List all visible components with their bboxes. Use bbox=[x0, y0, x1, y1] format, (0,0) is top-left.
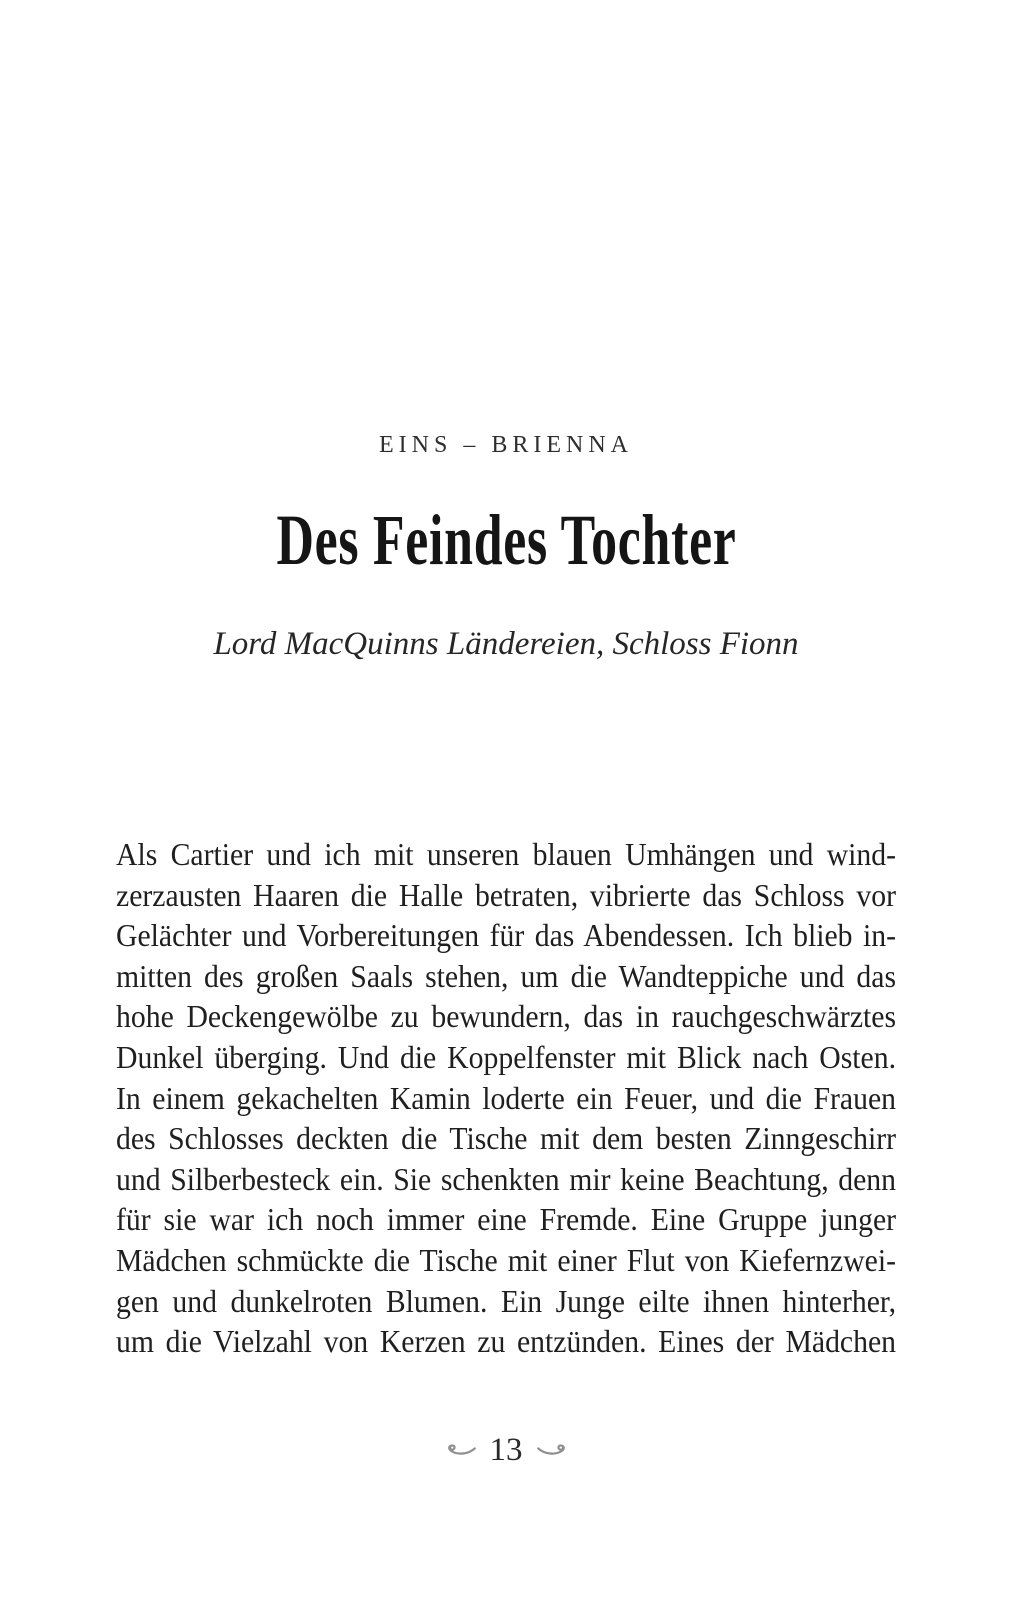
body-line: Gelächter und Vorbereitungen für das Abendessen. Ich blieb in- bbox=[116, 917, 897, 954]
body-paragraph bbox=[116, 834, 896, 1362]
swash-flourish-left-icon bbox=[444, 1443, 476, 1458]
body-line: zerzausten Haaren die Halle betraten, vibrierte das Schloss vor bbox=[116, 876, 897, 913]
body-line: und Silberbesteck ein. Sie schenkten mir keine Beachtung, denn bbox=[116, 1160, 897, 1197]
page-number: 13 bbox=[489, 1432, 523, 1468]
page-footer bbox=[116, 1430, 896, 1470]
body-line: für sie war ich noch immer eine Fremde. Eine Gruppe junger bbox=[116, 1201, 897, 1238]
body-line: des Schlosses deckten die Tische mit dem besten Zinngeschirr bbox=[116, 1120, 897, 1157]
body-line: gen und dunkelroten Blumen. Ein Junge eilte ihnen hinterher, bbox=[116, 1282, 897, 1319]
body-line: Als Cartier und ich mit unseren blauen Umhängen und wind- bbox=[116, 836, 897, 872]
body-line: Mädchen schmückte die Tische mit einer Flut von Kiefernzwei- bbox=[116, 1241, 897, 1278]
body-line: um die Vielzahl von Kerzen zu entzünden. Eines der Mädchen bbox=[116, 1323, 897, 1360]
body-line: In einem gekachelten Kamin loderte ein Feuer, und die Frauen bbox=[116, 1079, 897, 1116]
chapter-title: Des Feindes Tochter bbox=[275, 500, 737, 580]
chapter-title-band bbox=[116, 500, 896, 600]
body-line: mitten des großen Saals stehen, um die Wandteppiche und das bbox=[116, 957, 897, 994]
chapter-kicker: EINS – BRIENNA bbox=[379, 432, 633, 458]
swash-flourish-right-icon bbox=[537, 1443, 569, 1458]
chapter-subtitle: Lord MacQuinns Ländereien, Schloss Fionn bbox=[213, 626, 799, 662]
body-line: hohe Deckengewölbe zu bewundern, das in rauchgeschwärztes bbox=[116, 998, 897, 1035]
body-line: Dunkel überging. Und die Koppelfenster mit Blick nach Osten. bbox=[116, 1038, 897, 1075]
